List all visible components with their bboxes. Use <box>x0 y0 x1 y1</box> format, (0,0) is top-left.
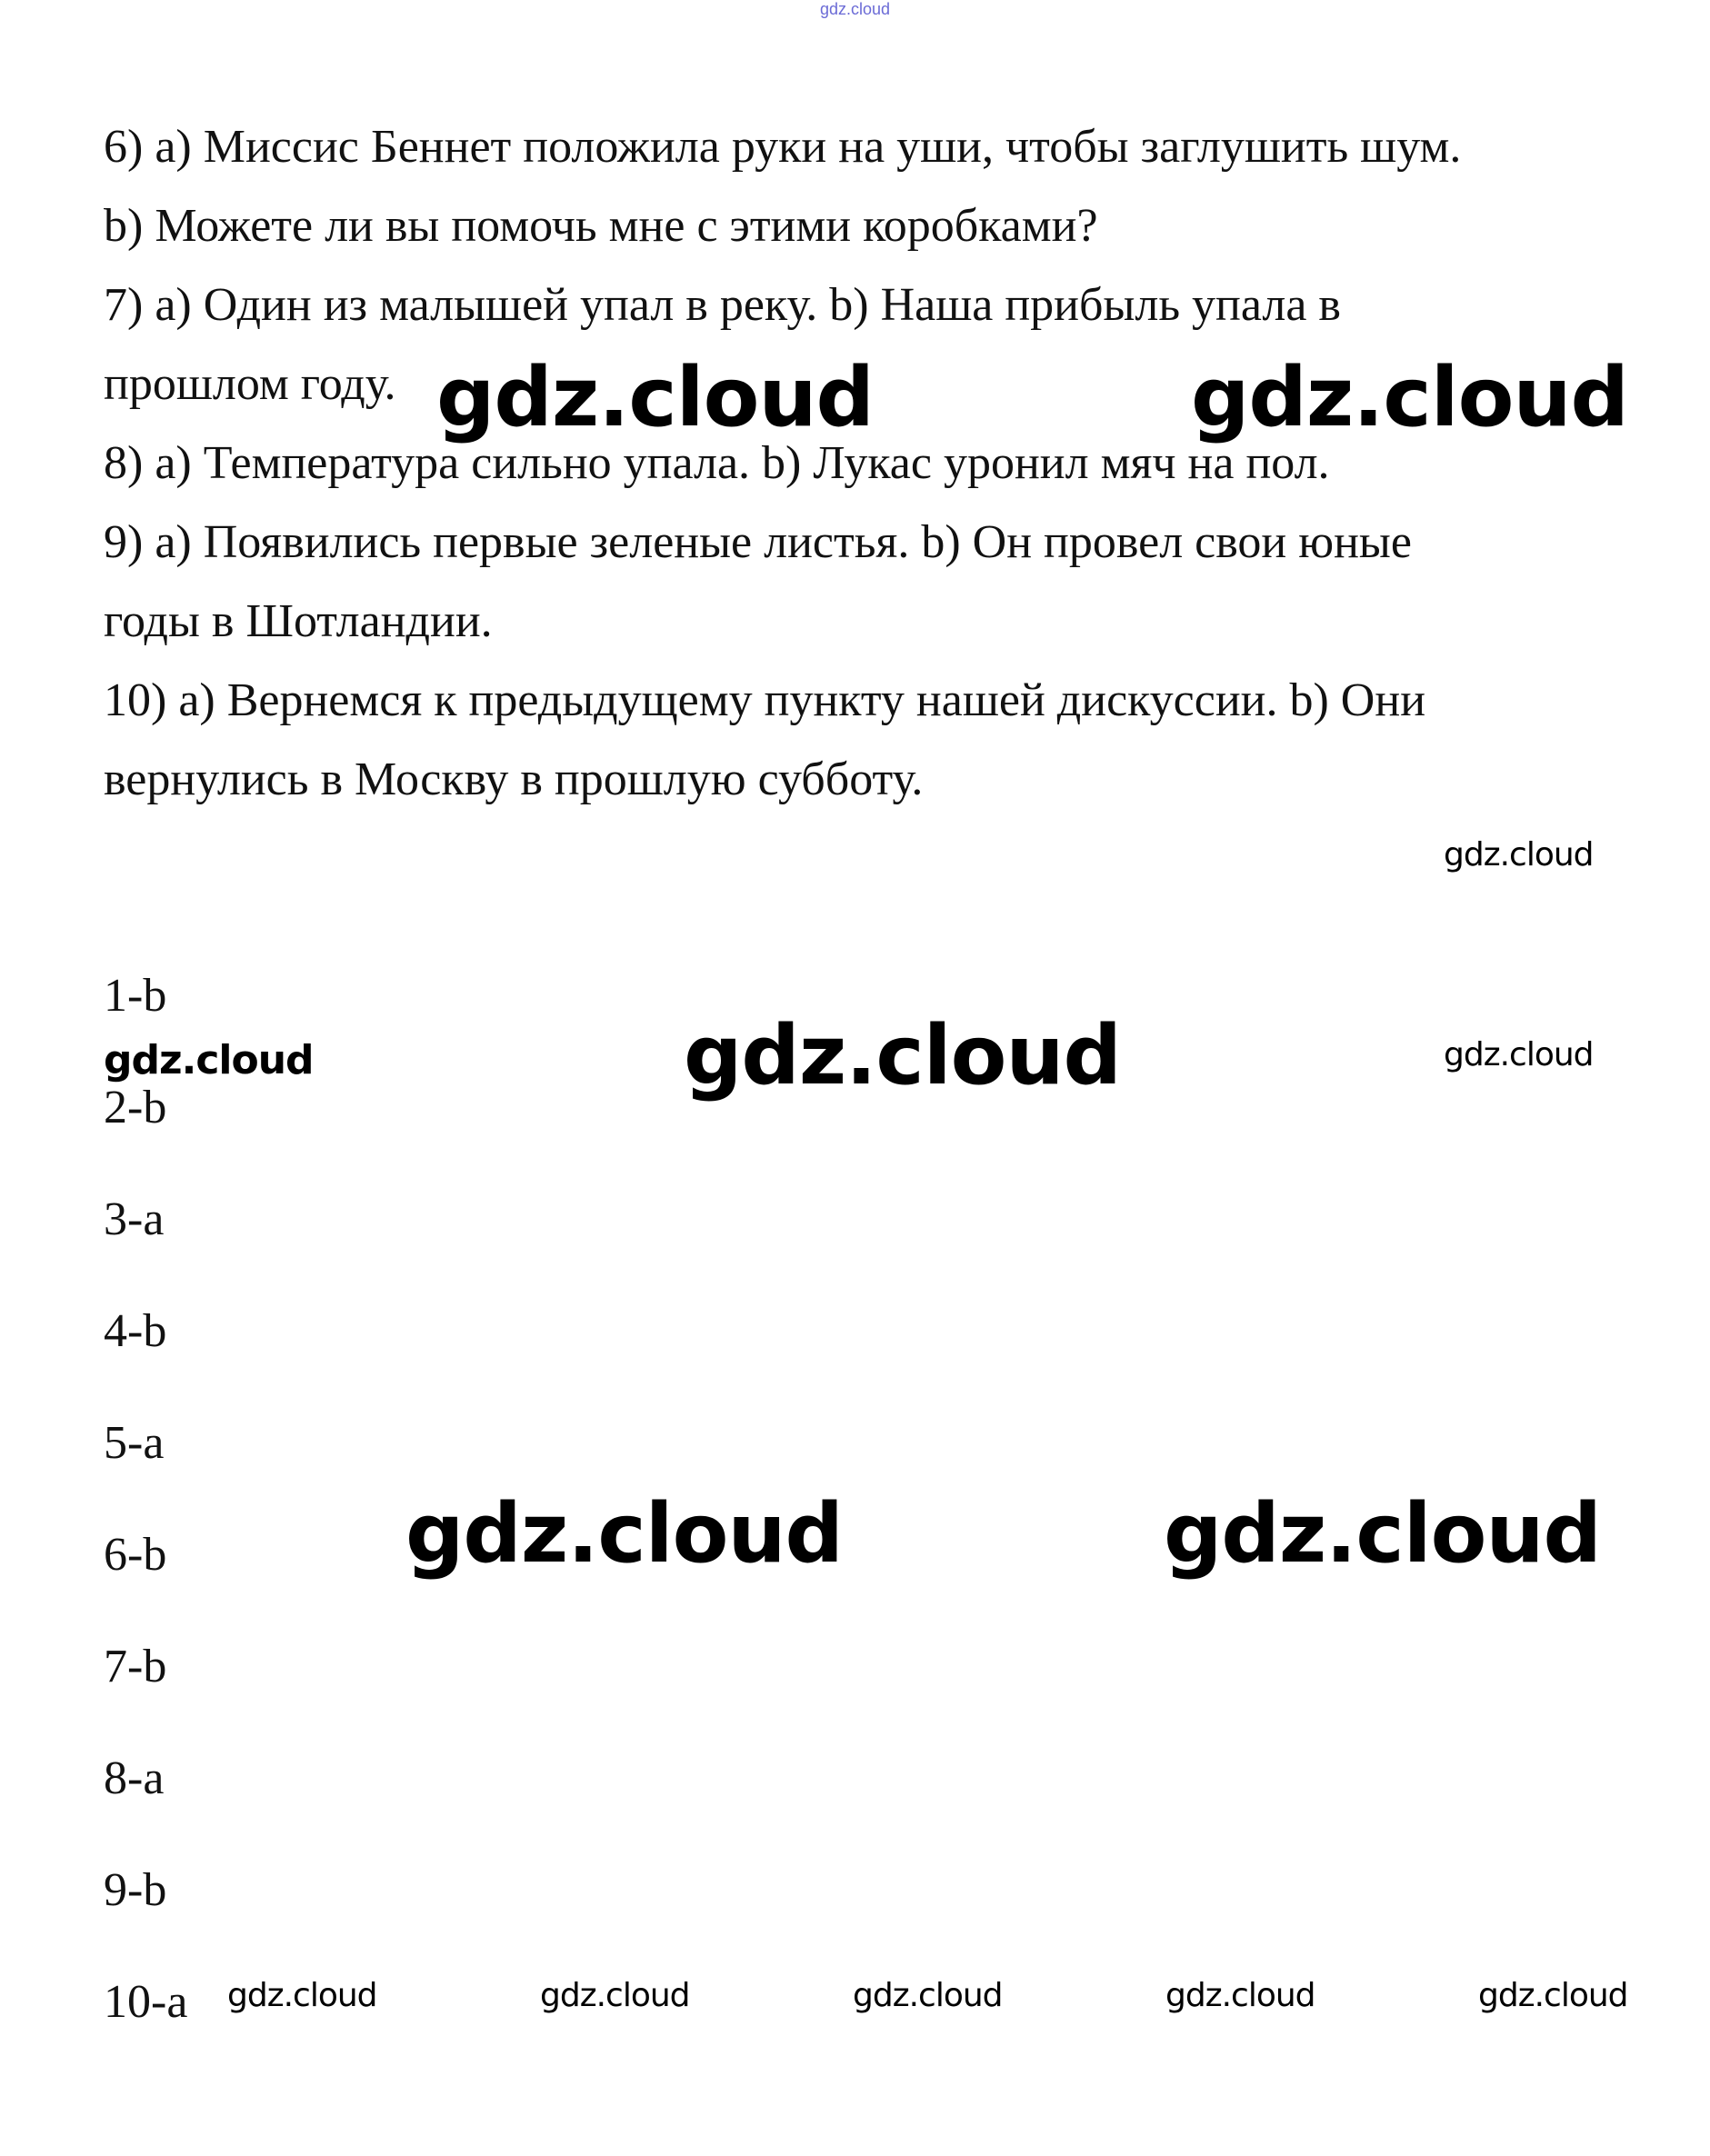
answer-item: 4-b <box>104 1305 167 1357</box>
text-line: прошлом году. <box>104 358 396 410</box>
text-line: 7) a) Один из малышей упал в реку. b) Наша прибыль упала в <box>104 279 1341 331</box>
answer-item: 7-b <box>104 1641 167 1692</box>
watermark: gdz.cloud <box>1444 836 1594 873</box>
watermark: gdz.cloud <box>436 350 874 445</box>
watermark: gdz.cloud <box>1165 1977 1315 2014</box>
watermark: gdz.cloud <box>853 1977 1003 2014</box>
text-line: вернулись в Москву в прошлую субботу. <box>104 754 924 805</box>
watermark: gdz.cloud <box>1444 1036 1594 1073</box>
text-line: 8) a) Температура сильно упала. b) Лукас уронил мяч на пол. <box>104 437 1330 489</box>
watermark: gdz.cloud <box>104 1037 314 1083</box>
translation-text <box>104 107 1631 819</box>
answer-item: 9-b <box>104 1864 167 1916</box>
watermark: gdz.cloud <box>1191 350 1628 445</box>
answer-list <box>104 962 187 2080</box>
answer-item: 3-a <box>104 1193 165 1245</box>
text-line: 10) a) Вернемся к предыдущему пункту нашей дискуссии. b) Они <box>104 674 1426 726</box>
text-line: 6) a) Миссис Беннет положила руки на уши, чтобы заглушить шум. <box>104 121 1462 173</box>
watermark: gdz.cloud <box>684 1008 1121 1103</box>
text-line: b) Можете ли вы помочь мне с этими коробками? <box>104 200 1098 252</box>
watermark: gdz.cloud <box>405 1486 843 1582</box>
watermark: gdz.cloud <box>1478 1977 1628 2014</box>
watermark: gdz.cloud <box>1164 1486 1601 1582</box>
answer-item: 10-a <box>104 1976 188 2028</box>
answer-item: 8-a <box>104 1752 165 1804</box>
answer-item: 2-b <box>104 1082 167 1133</box>
watermark: gdz.cloud <box>540 1977 690 2014</box>
answer-item: 1-b <box>104 970 167 1022</box>
header-watermark: gdz.cloud <box>819 0 891 18</box>
text-line: 9) a) Появились первые зеленые листья. b) Он провел свои юные <box>104 516 1412 568</box>
answer-item: 6-b <box>104 1529 167 1581</box>
watermark: gdz.cloud <box>227 1977 377 2014</box>
text-line: годы в Шотландии. <box>104 595 493 647</box>
answer-item: 5-a <box>104 1417 165 1469</box>
